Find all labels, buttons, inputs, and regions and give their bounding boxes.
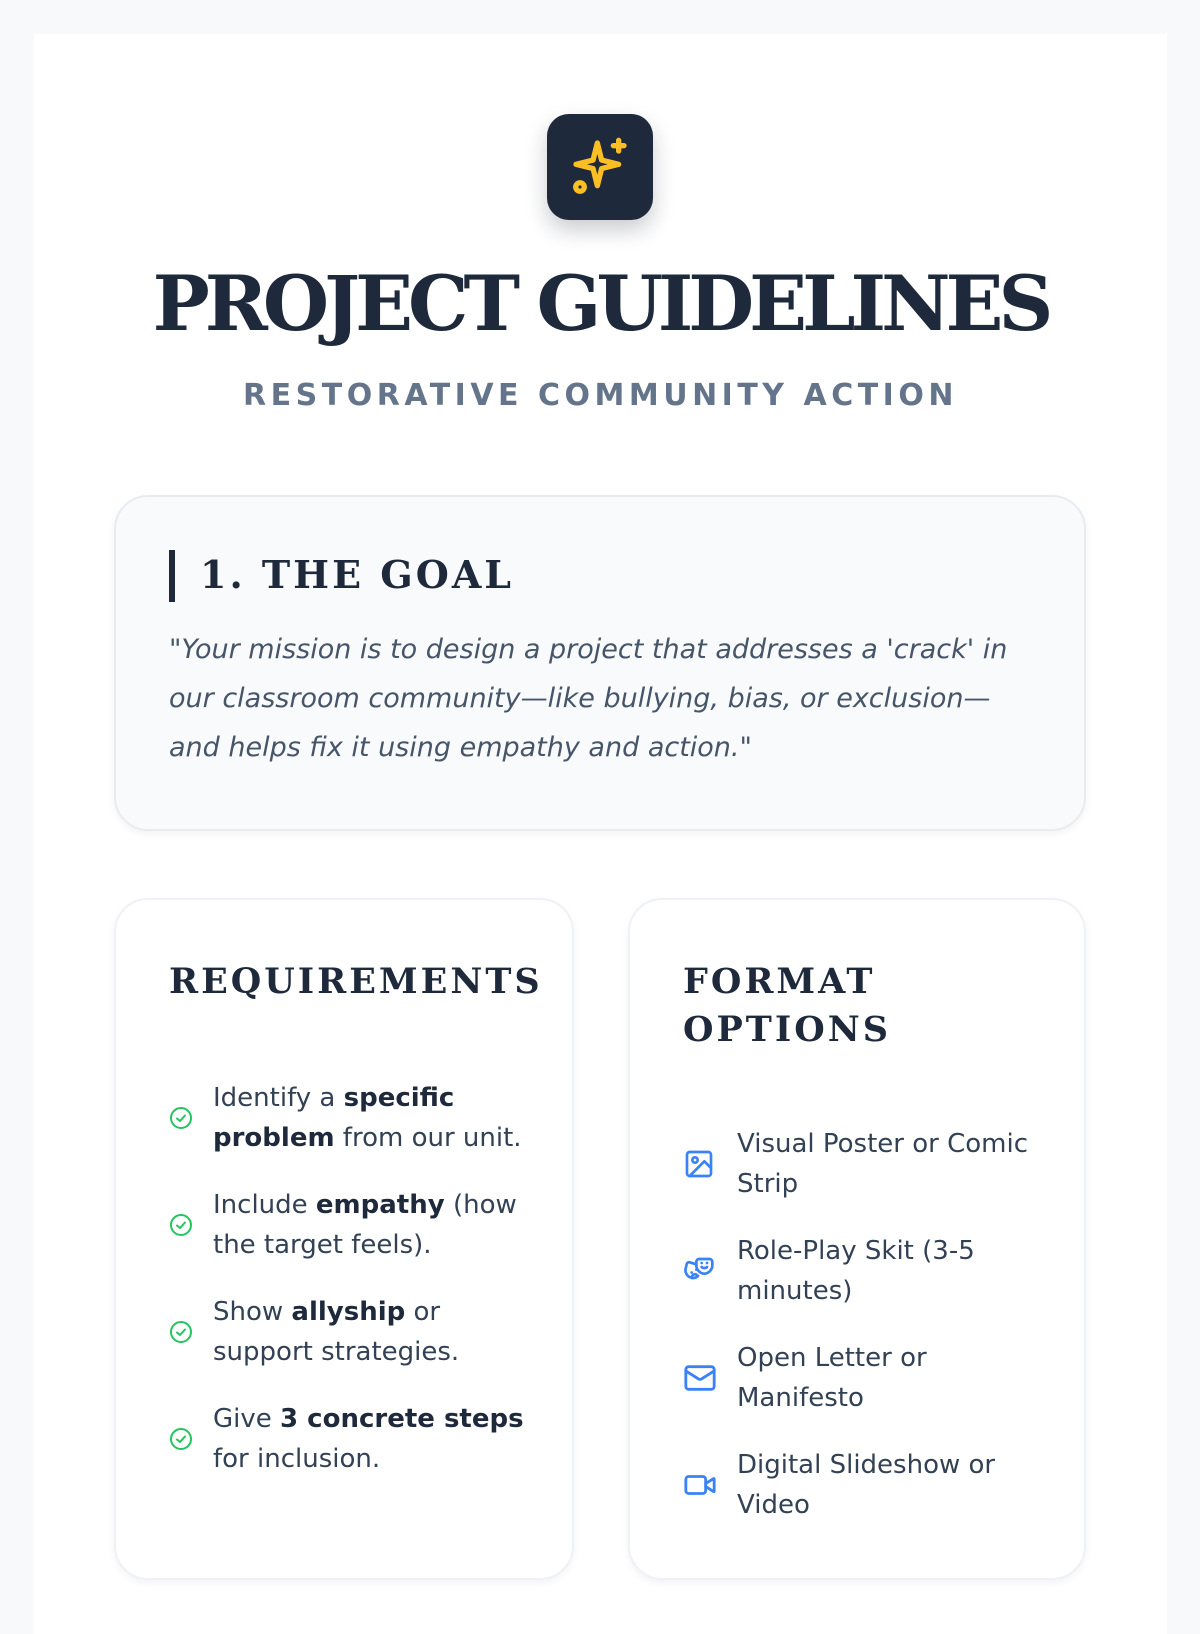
format-options-list bbox=[683, 1124, 1054, 1552]
sparkles-icon bbox=[568, 135, 632, 199]
format-option-item bbox=[683, 1231, 1054, 1311]
check-circle-icon bbox=[169, 1427, 193, 1451]
requirements-list bbox=[169, 1078, 542, 1506]
format-option-label: Open Letter or Manifesto bbox=[737, 1343, 927, 1413]
format-options-card bbox=[628, 898, 1086, 1580]
guidelines-sheet bbox=[34, 34, 1167, 1634]
goal-accent-bar bbox=[169, 550, 175, 602]
requirement-item bbox=[169, 1078, 542, 1158]
requirement-text: Include empathy (how the target feels). bbox=[213, 1190, 517, 1260]
requirement-item bbox=[169, 1185, 542, 1265]
format-option-label: Visual Poster or Comic Strip bbox=[737, 1129, 1029, 1199]
check-circle-icon bbox=[169, 1106, 193, 1130]
video-icon bbox=[683, 1468, 717, 1502]
mail-icon bbox=[683, 1361, 717, 1395]
logo-badge bbox=[547, 114, 653, 220]
format-option-item bbox=[683, 1445, 1054, 1525]
format-option-label: Digital Slideshow or Video bbox=[737, 1450, 996, 1520]
format-options-heading: FORMAT OPTIONS bbox=[683, 961, 891, 1050]
check-circle-icon bbox=[169, 1213, 193, 1237]
page-title: PROJECT GUIDELINES bbox=[152, 259, 1049, 348]
theater-masks-icon bbox=[683, 1255, 715, 1287]
check-circle-icon bbox=[169, 1320, 193, 1344]
requirement-text: Identify a specific problem from our unit. bbox=[213, 1083, 522, 1153]
page-subtitle: RESTORATIVE COMMUNITY ACTION bbox=[243, 378, 958, 413]
image-icon bbox=[683, 1148, 715, 1180]
format-option-label: Role-Play Skit (3-5 minutes) bbox=[737, 1236, 975, 1306]
requirement-text: Give 3 concrete steps for inclusion. bbox=[213, 1404, 524, 1474]
requirements-card bbox=[114, 898, 574, 1580]
goal-heading: 1. THE GOAL bbox=[200, 552, 515, 597]
requirement-text: Show allyship or support strategies. bbox=[213, 1297, 460, 1367]
goal-card bbox=[114, 495, 1086, 831]
goal-text: "Your mission is to design a project that addresses a 'crack' in our classroom community—like bullying, bias, or exclusion—and helps fix it using empathy and action." bbox=[169, 634, 1008, 763]
format-option-item bbox=[683, 1124, 1054, 1204]
requirement-item bbox=[169, 1399, 542, 1479]
format-option-item bbox=[683, 1338, 1054, 1418]
requirements-heading: REQUIREMENTS bbox=[169, 961, 543, 1002]
requirement-item bbox=[169, 1292, 542, 1372]
